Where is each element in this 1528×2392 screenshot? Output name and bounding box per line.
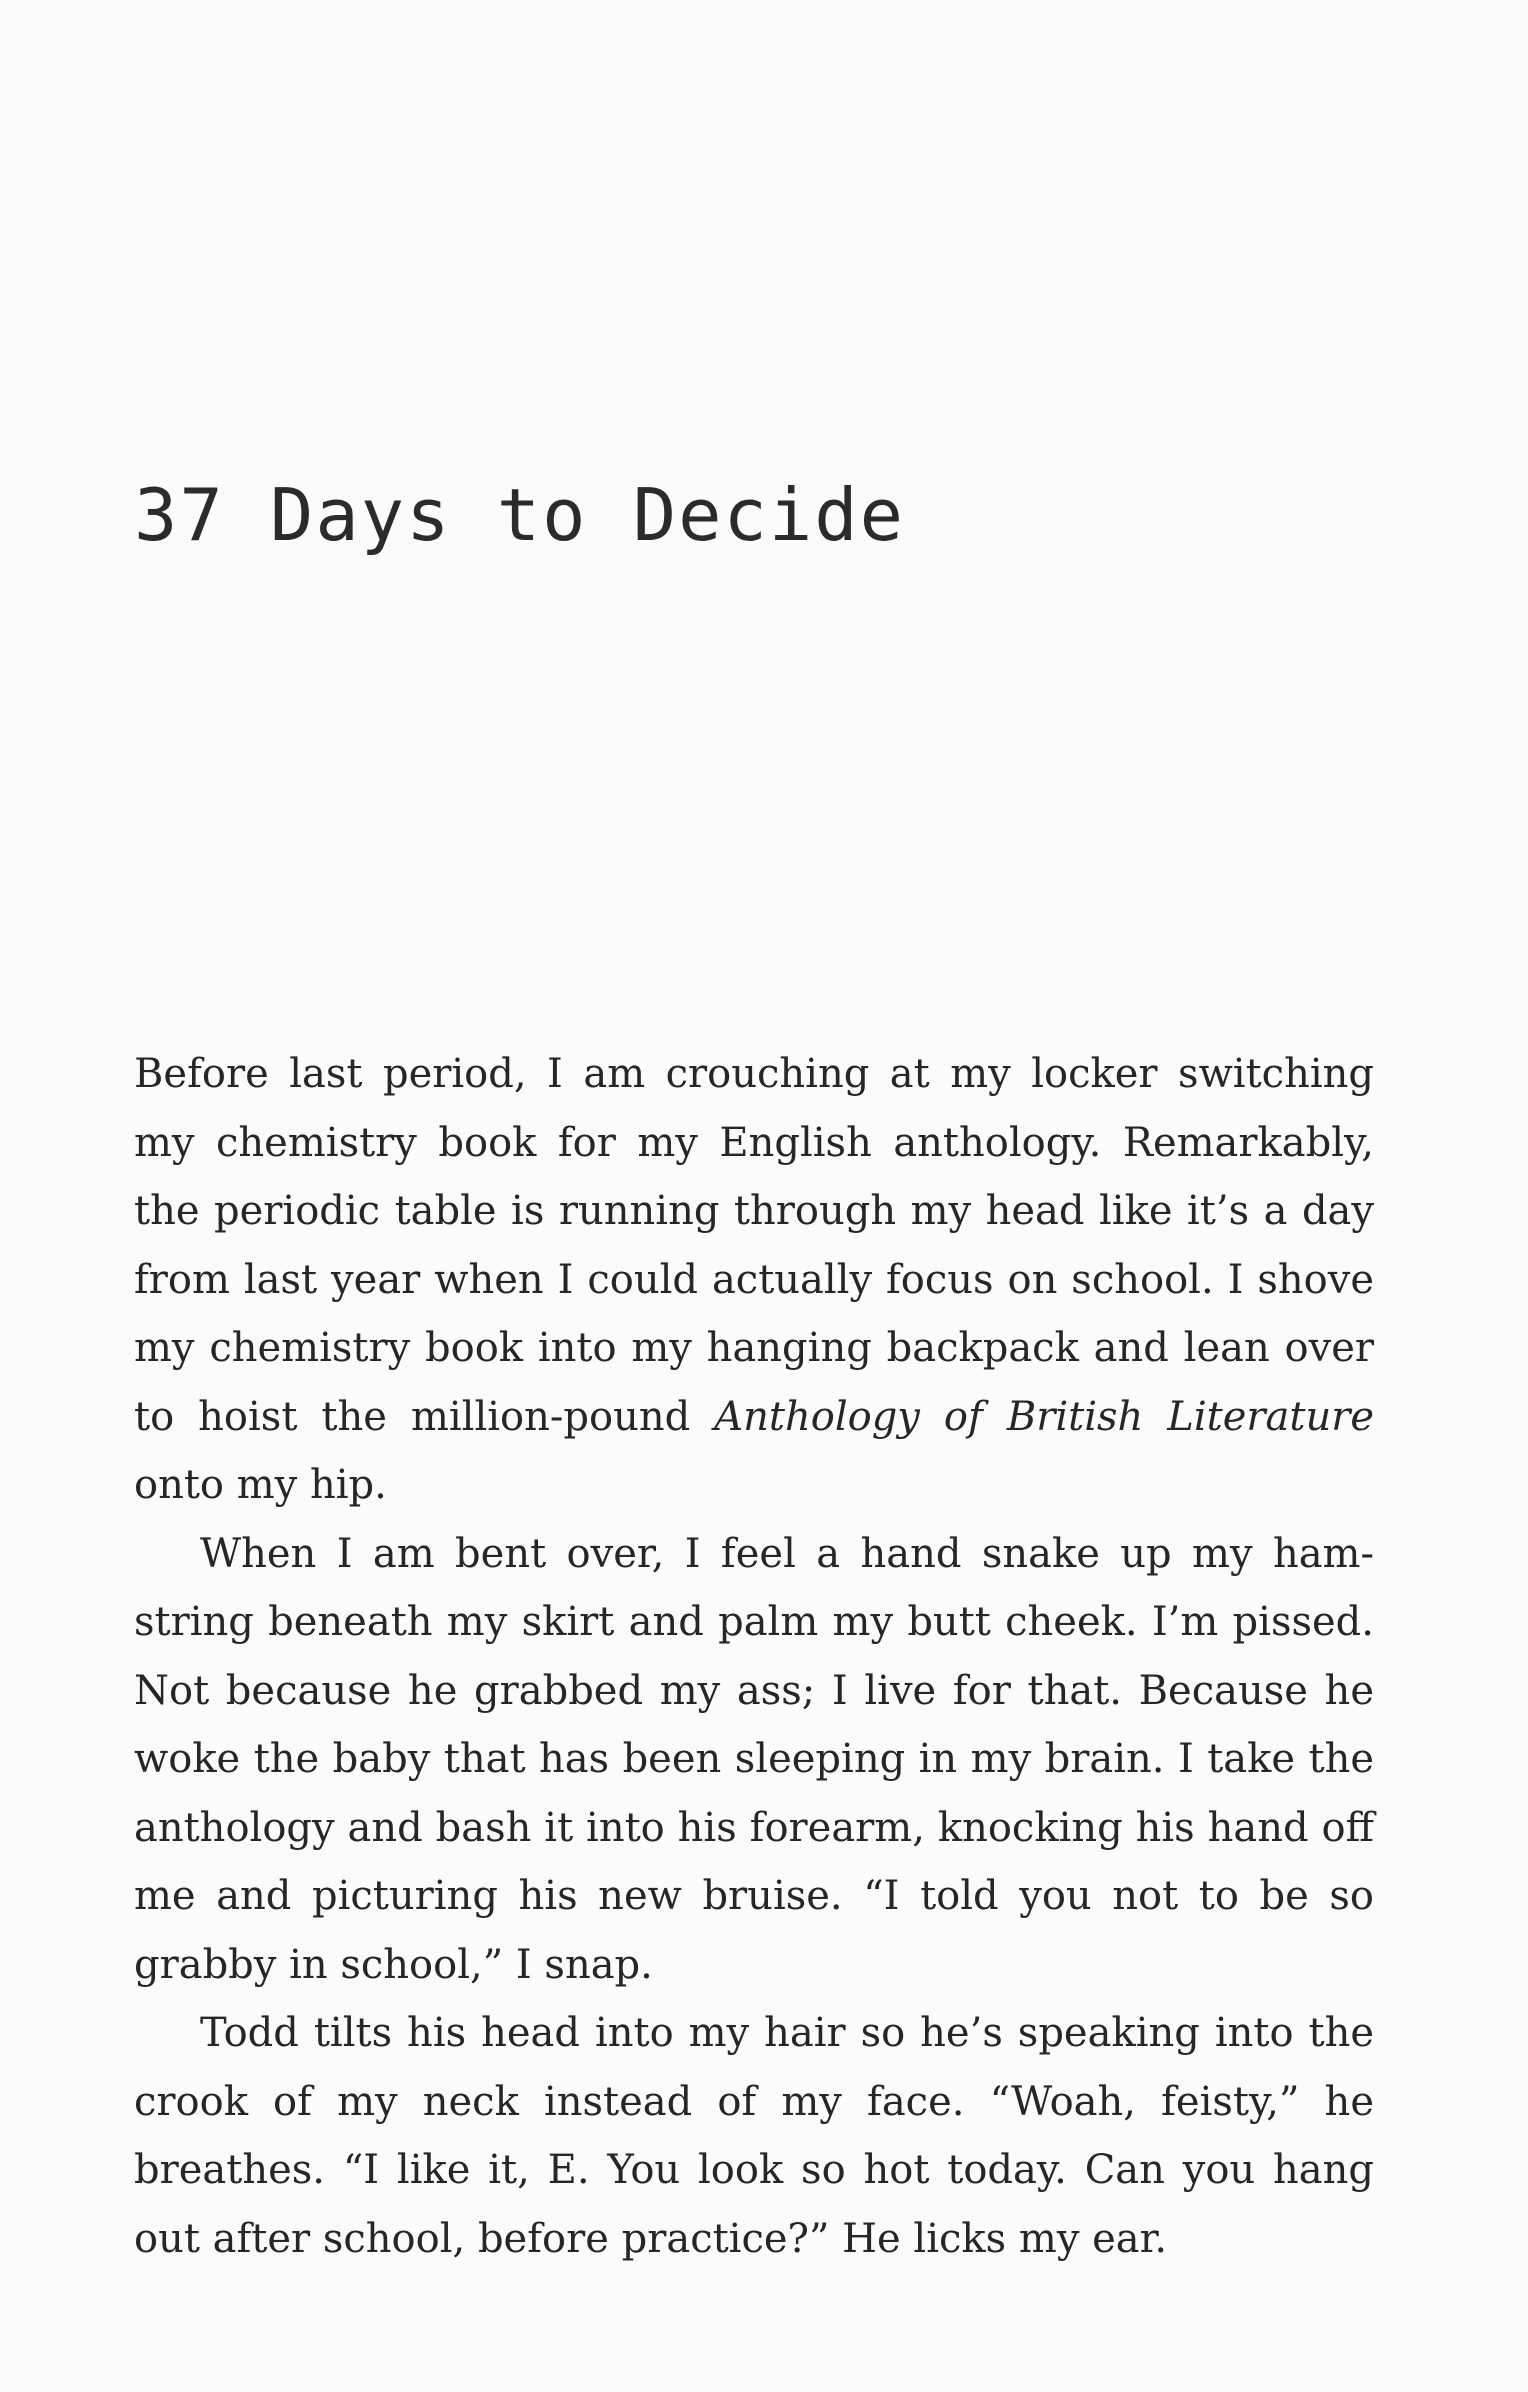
book-title-italic: Anthology of British Literature — [714, 1393, 1374, 1440]
paragraph-2: When I am bent over, I feel a hand snake up my hamstring beneath my skirt and palm my butt cheek. I’m pissed. Not because he grabbed my ass; I live for that. Because he woke the baby that has been sleeping in my brain. I take the anthology and bash it into his forearm, knocking his hand off me and picturing his new bruise. “I told you not to be so grabby in school,” I snap. — [134, 1530, 1374, 1988]
paragraph-1 — [134, 1040, 1374, 1520]
chapter-title: 37 Days to Decide — [134, 473, 905, 557]
paragraph-1-text-end: onto my hip. — [134, 1462, 387, 1508]
paragraph-3: Todd tilts his head into my hair so he’s speaking into the crook of my neck instead of my face. “Woah, feisty,” he breathes. “I like it, E. You look so hot today. Can you hang out after school, before practice?” He licks my ear. — [134, 2010, 1374, 2262]
chapter-body — [134, 1040, 1374, 2273]
paragraph-1-text-start: Before last period, I am crouching at my locker switching my chemistry book for my English anthology. Remarkably, the periodic table is running through my head like it’s a day from last year when I could actually focus on school. I shove my chemistry book into my hanging backpack and lean over to hoist the million-pound — [134, 1051, 1374, 1440]
